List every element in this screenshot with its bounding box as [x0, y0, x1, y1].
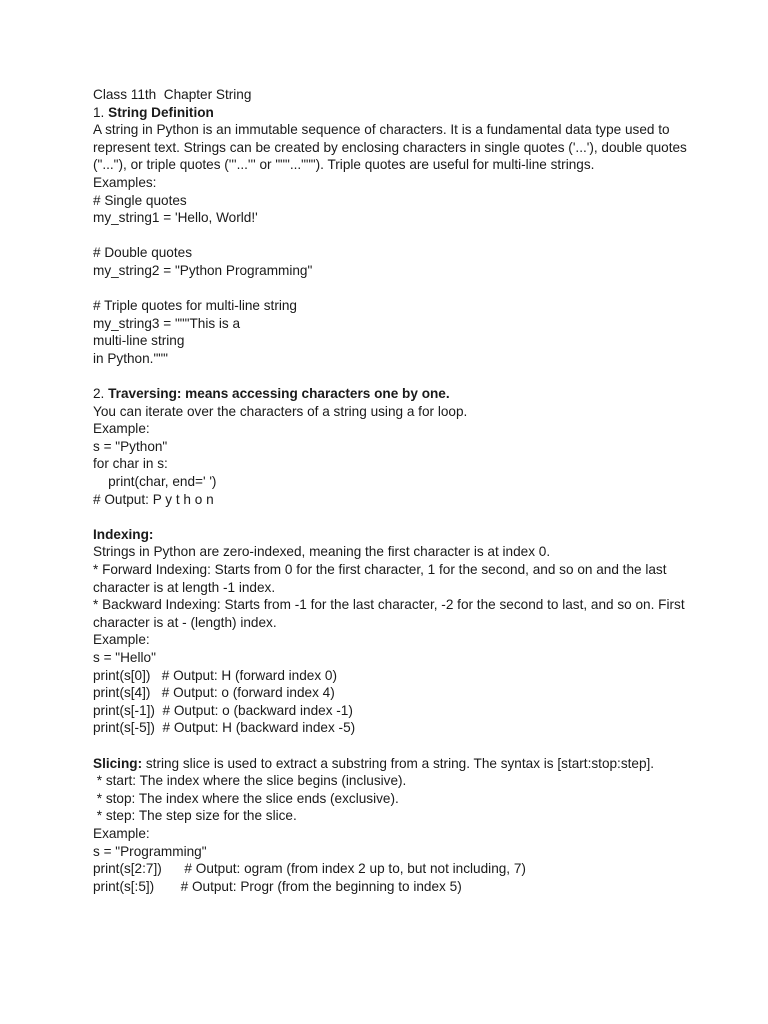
- section-1-heading: [93, 104, 693, 122]
- code-line: [93, 280, 693, 298]
- code-line: multi-line string: [93, 333, 185, 349]
- section-2-example-label: Example:: [93, 421, 150, 437]
- section-2-intro: You can iterate over the characters of a string using a for loop.: [93, 403, 468, 419]
- section-2-heading: [93, 385, 693, 403]
- section-1-number: 1.: [93, 104, 109, 120]
- indexing-example-label: Example:: [93, 632, 150, 648]
- indexing-heading-text: Indexing:: [93, 526, 154, 542]
- slicing-bullet: * start: The index where the slice begins (inclusive).: [93, 773, 407, 789]
- code-line: my_string2 = "Python Programming": [93, 262, 313, 278]
- code-line: in Python.""": [93, 350, 168, 366]
- code-line: # Single quotes: [93, 192, 187, 208]
- code-line: s = "Hello": [93, 650, 156, 665]
- indexing-bullet-forward: * Forward Indexing: Starts from 0 for the first character, 1 for the second, and so on and the last character is at length -1 index.: [93, 562, 667, 595]
- indexing-bullet-backward: * Backward Indexing: Starts from -1 for the last character, -2 for the second to last, and so on. First character is at - (length) index.: [93, 597, 685, 630]
- code-line: [93, 227, 693, 245]
- section-2-heading-text: Traversing: means accessing characters one by one.: [108, 386, 450, 402]
- code-line: my_string3 = """This is a: [93, 315, 241, 331]
- code-line: print(s[2:7]) # Output: ogram (from index 2 up to, but not including, 7): [93, 861, 526, 877]
- code-line: print(s[-5]) # Output: H (backward index -5): [93, 720, 356, 736]
- slicing-heading-text: Slicing:: [93, 755, 143, 771]
- code-line: print(s[:5]) # Output: Progr (from the beginning to index 5): [93, 878, 462, 894]
- code-line: # Triple quotes for multi-line string: [93, 298, 297, 314]
- code-line: # Double quotes: [93, 245, 193, 261]
- code-line: print(s[-1]) # Output: o (backward index -1): [93, 702, 353, 718]
- section-1-paragraph: A string in Python is an immutable sequence of characters. It is a fundamental data type used to represent text. Strings can be created by enclosing characters in single quotes ('...'), double quotes ("..."), or triple quotes ('''...''' or """..."""). Triple quotes are useful for multi-line strings.: [93, 122, 687, 173]
- indexing-heading: [93, 526, 693, 544]
- indexing-intro: Strings in Python are zero-indexed, meaning the first character is at index 0.: [93, 544, 551, 560]
- spacer: [93, 737, 693, 755]
- document-title: Class 11th Chapter String: [93, 87, 252, 102]
- slicing-example-label: Example:: [93, 825, 150, 841]
- slicing-intro: string slice is used to extract a substring from a string. The syntax is [start:stop:step].: [142, 755, 655, 771]
- code-line: s = "Programming": [93, 843, 207, 859]
- slicing-heading: [93, 755, 693, 773]
- code-line: print(s[4]) # Output: o (forward index 4): [93, 685, 335, 701]
- section-1-examples-label: Examples:: [93, 174, 157, 190]
- slicing-bullet: * stop: The index where the slice ends (exclusive).: [93, 790, 399, 806]
- code-line: for char in s:: [93, 456, 168, 472]
- code-line: my_string1 = 'Hello, World!': [93, 210, 258, 226]
- spacer: [93, 368, 693, 386]
- document-body: [93, 86, 693, 895]
- section-2-number: 2.: [93, 386, 109, 402]
- code-line: s = "Python": [93, 438, 168, 454]
- slicing-bullet: * step: The step size for the slice.: [93, 808, 297, 824]
- spacer: [93, 508, 693, 526]
- code-line: print(char, end=' '): [93, 474, 217, 490]
- code-line: # Output: P y t h o n: [93, 491, 214, 507]
- section-1-heading-text: String Definition: [108, 104, 214, 120]
- code-line: print(s[0]) # Output: H (forward index 0): [93, 667, 338, 683]
